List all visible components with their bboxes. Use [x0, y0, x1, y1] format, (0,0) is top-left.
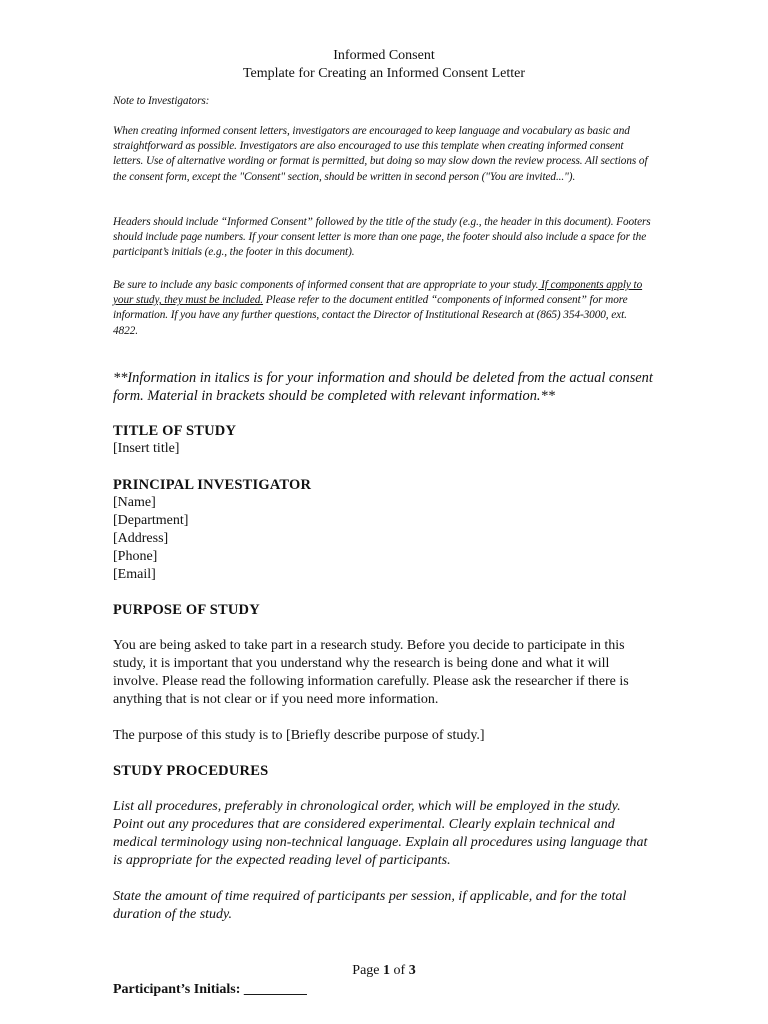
note-paragraph-3-underlined: If components apply to your study, they must be included.: [113, 279, 643, 307]
principal-investigator-heading: PRINCIPAL INVESTIGATOR: [113, 477, 312, 493]
page-word: Page: [352, 963, 384, 978]
page-of-word: of: [390, 963, 409, 978]
document-title: Informed Consent: [333, 48, 435, 63]
page-current: 1: [383, 963, 391, 978]
title-of-study-heading: TITLE OF STUDY: [113, 423, 237, 439]
page-total: 3: [408, 963, 416, 978]
pi-name: [Name]: [113, 495, 156, 510]
document-subtitle: Template for Creating an Informed Consent Letter: [242, 66, 526, 81]
page-number: [0, 962, 768, 980]
procedures-heading: STUDY PROCEDURES: [113, 763, 269, 779]
procedures-paragraph-1: List all procedures, preferably in chronological order, which will be employed in the study. Point out any procedures that are considered experimental. Clearly explain technical and medical terminology using non-technical language. Explain all procedures using language that is appropriate for the expected reading level of participants.: [113, 799, 648, 868]
pi-phone: [Phone]: [113, 549, 158, 564]
note-paragraph-1: When creating informed consent letters, investigators are encouraged to keep language and vocabulary as basic and straightforward as possible. Investigators are also encouraged to use this template when creating informed consent letters. Use of alternative wording or format is permitted, but doing so may slow down the review process. All sections of the consent form, except the "Consent" section, should be written in second person ("You are invited...").: [113, 125, 648, 183]
note-label: Note to Investigators:: [113, 95, 210, 107]
procedures-paragraph-2: State the amount of time required of participants per session, if applicable, and for the total duration of the study.: [113, 889, 627, 922]
title-of-study-value: [Insert title]: [113, 441, 180, 456]
note-paragraph-2: Headers should include “Informed Consent” followed by the title of the study (e.g., the header in this document). Footers should include page numbers. If your consent letter is more than one page, the footer should also include a space for the participant’s initials (e.g., the footer in this document).: [113, 216, 651, 259]
note-paragraph-3-start: Be sure to include any basic components of informed consent that are appropriate to your study.: [113, 279, 539, 291]
purpose-paragraph-1: You are being asked to take part in a research study. Before you decide to participate in this study, it is important that you understand why the research is being done and what it will involve. Please read the following information carefully. Please ask the researcher if there is anything that is not clear or if you need more information.: [113, 638, 629, 707]
purpose-heading: PURPOSE OF STUDY: [113, 602, 260, 618]
italic-notice: **Information in italics is for your information and should be deleted from the actual consent form. Material in brackets should be completed with relevant information.**: [113, 370, 653, 404]
pi-email: [Email]: [113, 567, 156, 582]
pi-department: [Department]: [113, 513, 189, 528]
note-paragraph-3: [113, 278, 653, 339]
note-paragraph-3-end: Please refer to the document entitled “components of informed consent” for more information. If you have any further questions, contact the Director of Institutional Research at (865) 354-3000, ext. 4822.: [113, 294, 628, 337]
participant-initials: Participant’s Initials: _________: [113, 982, 307, 997]
pi-address: [Address]: [113, 531, 169, 546]
purpose-paragraph-2: The purpose of this study is to [Briefly describe purpose of study.]: [113, 728, 485, 743]
